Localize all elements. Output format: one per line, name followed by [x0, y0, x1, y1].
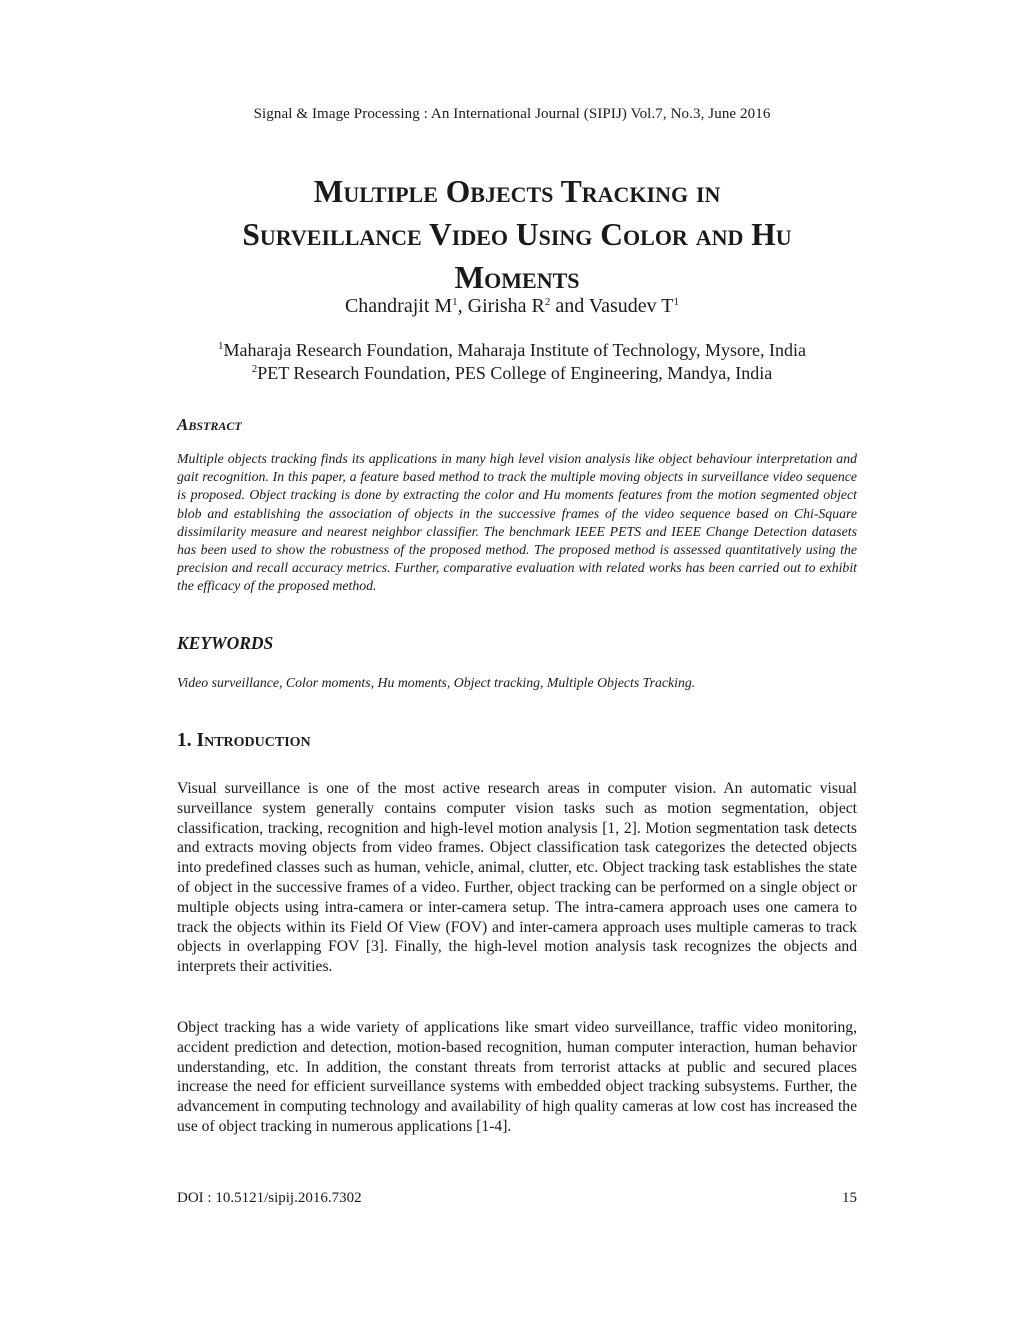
author-3-name: Vasudev T	[588, 295, 674, 317]
keywords-heading: KEYWORDS	[177, 633, 274, 653]
page-number: 15	[842, 1190, 857, 1206]
title-line-3: Moments	[454, 260, 580, 295]
introduction-paragraph-2: Object tracking has a wide variety of applications like smart video surveillance, traffic video monitoring, accident prediction and detection, motion-based recognition, human computer interaction, human behavior understanding, etc. In addition, the constant threats from terrorist attacks at public and secured places increase the need for efficient surveillance systems with embedded object tracking subsystems. Further, the advancement in computing technology and availability of high quality cameras at low cost has increased the use of object tracking in numerous applications [1-4].	[177, 1019, 857, 1135]
affiliations	[0, 339, 1024, 385]
author-2-name: Girisha R	[467, 295, 545, 317]
author-separator: ,	[457, 295, 468, 317]
affiliation-1-text: Maharaja Research Foundation, Maharaja Institute of Technology, Mysore, India	[223, 340, 807, 360]
author-3-affiliation-mark: 1	[673, 296, 680, 308]
abstract-heading: Abstract	[177, 415, 242, 434]
author-2-affiliation-mark: 2	[544, 296, 551, 308]
author-1-affiliation-mark: 1	[452, 296, 458, 308]
author-list	[0, 295, 1024, 318]
affiliation-1-mark: 1	[217, 340, 224, 352]
title-line-1: Multiple Objects Tracking in	[313, 174, 721, 209]
affiliation-1	[0, 339, 1024, 362]
running-header: Signal & Image Processing : An International Journal (SIPIJ) Vol.7, No.3, June 2016	[253, 106, 771, 122]
author-1-name: Chandrajit M	[344, 295, 453, 317]
footer-doi: DOI : 10.5121/sipij.2016.7302	[177, 1190, 362, 1206]
abstract-text: Multiple objects tracking finds its applications in many high level vision analysis like object behaviour interpretation and gait recognition. In this paper, a feature based method to track the multiple moving objects in surveillance video sequence is proposed. Object tracking is done by extracting the color and Hu moments features from the motion segmented object blob and establishing the association of objects in the successive frames of the video sequence based on Chi-Square dissimilarity measure and nearest neighbor classifier. The benchmark IEEE PETS and IEEE Change Detection datasets has been used to show the robustness of the proposed method. The proposed method is assessed quantitatively using the precision and recall accuracy metrics. Further, comparative evaluation with related works has been carried out to exhibit the efficacy of the proposed method.	[177, 451, 857, 594]
title-line-2: Surveillance Video Using Color and Hu	[242, 217, 792, 252]
keywords-text: Video surveillance, Color moments, Hu moments, Object tracking, Multiple Objects Tracking.	[177, 675, 696, 690]
author-separator: and	[550, 295, 589, 317]
paper-title	[140, 170, 894, 299]
affiliation-2-text: PET Research Foundation, PES College of Engineering, Mandya, India	[257, 363, 773, 383]
affiliation-2-mark: 2	[251, 363, 258, 375]
affiliation-2	[0, 362, 1024, 385]
introduction-paragraph-1: Visual surveillance is one of the most active research areas in computer vision. An automatic visual surveillance system generally contains computer vision tasks such as motion segmentation, object classification, tracking, recognition and high-level motion analysis [1, 2]. Motion segmentation task detects and extracts moving objects from video frames. Object classification task categorizes the detected objects into predefined classes such as human, vehicle, animal, clutter, etc. Object tracking task establishes the state of object in the successive frames of a video. Further, object tracking can be performed on a single object or multiple objects using intra-camera or inter-camera setup. The intra-camera approach uses one camera to track the objects within its Field Of View (FOV) and inter-camera approach uses multiple cameras to track objects in overlapping FOV [3]. Finally, the high-level motion analysis task recognizes the objects and interprets their activities.	[177, 780, 857, 976]
section-heading-introduction: 1. Introduction	[177, 730, 311, 751]
